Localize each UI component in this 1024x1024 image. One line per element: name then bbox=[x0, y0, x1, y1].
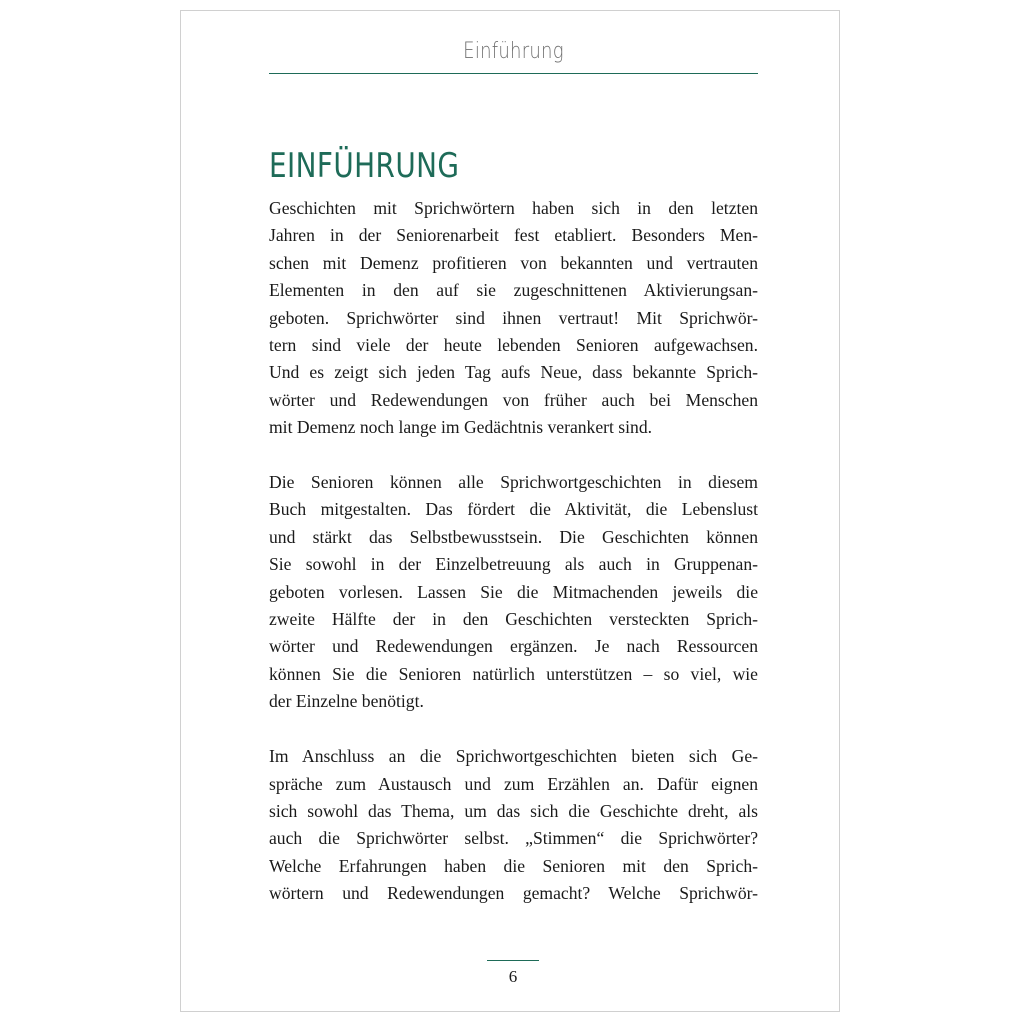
text-line: Elementen in den auf sie zugeschnittenen Aktivierungsan- bbox=[269, 280, 758, 301]
text-line: sich sowohl das Thema, um das sich die Geschichte dreht, als bbox=[269, 800, 758, 821]
text-line: Welche Erfahrungen haben die Senioren mit den Sprich- bbox=[269, 855, 758, 876]
text-line: Und es zeigt sich jeden Tag aufs Neue, dass bekannte Sprich- bbox=[269, 362, 758, 383]
text-line: Sie sowohl in der Einzelbetreuung als auch in Gruppenan- bbox=[269, 554, 758, 575]
running-header: Einführung bbox=[463, 39, 564, 64]
footer-rule bbox=[487, 960, 539, 961]
paragraph-3 bbox=[269, 743, 758, 907]
book-page bbox=[180, 10, 840, 1012]
text-line: Geschichten mit Sprichwörtern haben sich in den letzten bbox=[269, 198, 758, 218]
text-line: mit Demenz noch lange im Gedächtnis verankert sind. bbox=[269, 417, 653, 438]
text-line: Die Senioren können alle Sprichwortgeschichten in diesem bbox=[269, 472, 758, 493]
body-text bbox=[269, 195, 758, 935]
text-line: und stärkt das Selbstbewusstsein. Die Geschichten können bbox=[269, 526, 758, 547]
text-line: tern sind viele der heute lebenden Senioren aufgewachsen. bbox=[269, 335, 758, 356]
text-line: geboten vorlesen. Lassen Sie die Mitmachenden jeweils die bbox=[269, 581, 758, 602]
text-line: wörtern und Redewendungen gemacht? Welche Sprichwör- bbox=[269, 883, 758, 904]
text-line: Buch mitgestalten. Das fördert die Aktivität, die Lebenslust bbox=[269, 499, 758, 520]
text-line: geboten. Sprichwörter sind ihnen vertraut! Mit Sprichwör- bbox=[269, 307, 758, 328]
text-line: spräche zum Austausch und zum Erzählen an. Dafür eignen bbox=[269, 773, 758, 794]
text-line: Im Anschluss an die Sprichwortgeschichten bieten sich Ge- bbox=[269, 746, 758, 767]
paragraph-2 bbox=[269, 469, 758, 716]
text-line: wörter und Redewendungen ergänzen. Je nach Ressourcen bbox=[269, 636, 758, 657]
text-line: wörter und Redewendungen von früher auch bei Menschen bbox=[269, 389, 758, 410]
text-line: der Einzelne benötigt. bbox=[269, 691, 424, 712]
text-line: Jahren in der Seniorenarbeit fest etabliert. Besonders Men- bbox=[269, 225, 758, 246]
header-rule bbox=[269, 73, 758, 74]
chapter-title: EINFÜHRUNG bbox=[269, 145, 460, 186]
paragraph-1 bbox=[269, 195, 758, 442]
text-line: auch die Sprichwörter selbst. „Stimmen“ die Sprichwörter? bbox=[269, 828, 758, 849]
text-line: können Sie die Senioren natürlich unterstützen – so viel, wie bbox=[269, 663, 758, 684]
text-line: zweite Hälfte der in den Geschichten versteckten Sprich- bbox=[269, 609, 758, 630]
text-line: schen mit Demenz profitieren von bekannten und vertrauten bbox=[269, 252, 758, 273]
page-number: 6 bbox=[508, 967, 518, 986]
